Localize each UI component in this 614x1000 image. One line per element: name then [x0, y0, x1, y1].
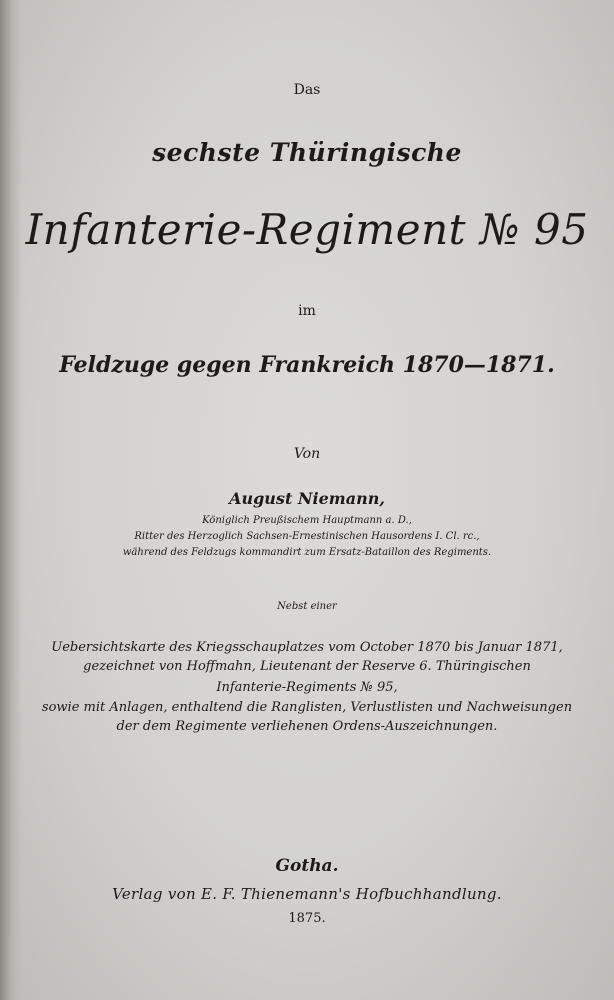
supplement-line: sowie mit Anlagen, enthaltend die Ranglisten, Verlustlisten und Nachweisungen: [41, 700, 573, 715]
main-title: Infanterie-Regiment № 95: [25, 205, 589, 254]
line-das: Das: [293, 82, 321, 98]
subtitle: sechste Thüringische: [152, 138, 462, 167]
campaign-title: Feldzuge gegen Frankreich 1870—1871.: [59, 352, 555, 378]
line-nebst: Nebst einer: [277, 601, 337, 612]
publication-place: Gotha.: [275, 856, 339, 876]
author-affiliation-line: Königlich Preußischem Hauptmann a. D.,: [202, 515, 412, 526]
author-name: August Niemann,: [229, 489, 385, 508]
supplement-line: der dem Regimente verliehenen Ordens-Auszeichnungen.: [116, 719, 498, 734]
supplement-line: Uebersichtskarte des Kriegsschauplatzes vom October 1870 bis Januar 1871,: [51, 640, 563, 655]
publisher: Verlag von E. F. Thienemann's Hofbuchhandlung.: [112, 885, 502, 903]
line-im: im: [298, 303, 316, 319]
line-von: Von: [293, 446, 321, 462]
author-affiliation-line: Ritter des Herzoglich Sachsen-Ernestinischen Hausordens I. Cl. rc.,: [134, 531, 480, 542]
author-affiliation-line: während des Feldzugs kommandirt zum Ersatz-Bataillon des Regiments.: [122, 547, 492, 558]
supplement-line: Infanterie-Regiments № 95,: [216, 680, 398, 695]
supplement-line: gezeichnet von Hoffmahn, Lieutenant der Reserve 6. Thüringischen: [83, 659, 531, 674]
publication-year: 1875.: [288, 911, 326, 926]
